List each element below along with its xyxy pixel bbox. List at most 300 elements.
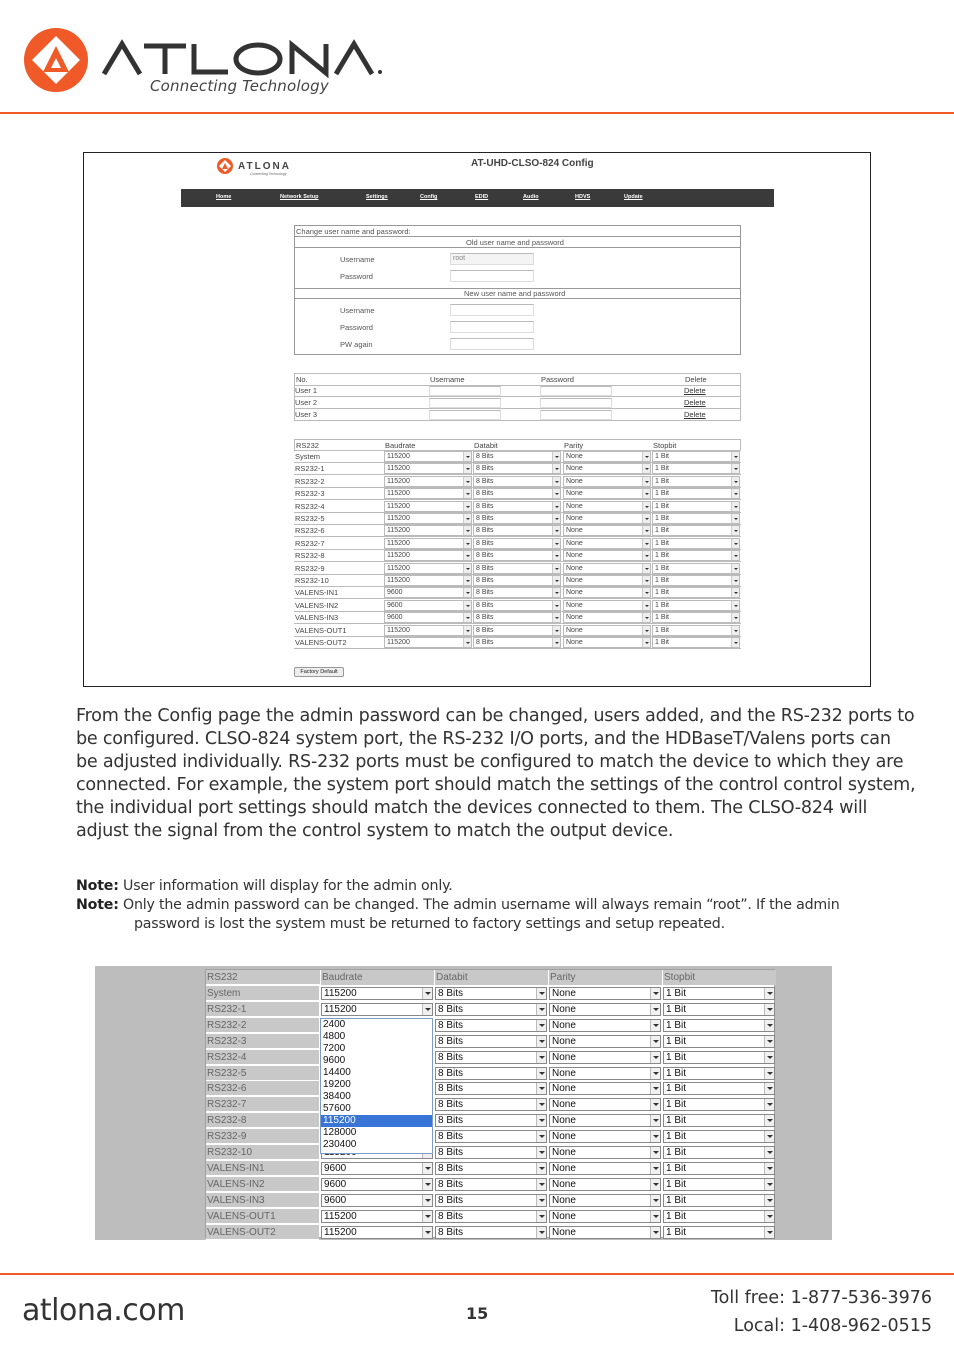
stopbit-value: 1 Bit	[666, 1210, 687, 1222]
databit-select[interactable]	[435, 1067, 547, 1080]
databit-select[interactable]	[435, 1098, 547, 1111]
databit-value: 8 Bits	[438, 1210, 464, 1222]
dropdown-arrow-icon	[463, 526, 471, 535]
baudrate-select[interactable]	[384, 600, 472, 611]
dropdown-arrow-icon	[764, 1131, 774, 1142]
stopbit-select[interactable]	[663, 1035, 775, 1048]
dropdown-arrow-icon	[731, 576, 739, 585]
databit-value: 8 Bits	[438, 1099, 464, 1111]
parity-select[interactable]	[563, 612, 651, 623]
old-password-label: Password	[340, 272, 373, 281]
baudrate-select[interactable]	[321, 1226, 433, 1239]
stopbit-value: 1 Bit	[666, 1147, 687, 1158]
parity-select[interactable]	[549, 1019, 661, 1032]
nav-hdvs[interactable]: HDVS	[575, 194, 591, 200]
dropdown-arrow-icon	[642, 464, 650, 473]
baudrate-option[interactable]: 14400	[323, 1066, 351, 1078]
dropdown-arrow-icon	[642, 613, 650, 622]
baudrate-select[interactable]	[384, 538, 472, 549]
dropdown-arrow-icon	[642, 576, 650, 585]
baudrate-select[interactable]	[384, 501, 472, 512]
databit-value: 8 Bits	[476, 527, 494, 535]
baudrate-option[interactable]: 128000	[323, 1126, 357, 1138]
baudrate-select[interactable]	[321, 1210, 433, 1223]
stopbit-select[interactable]	[652, 550, 740, 561]
serial-large-row	[206, 1018, 776, 1033]
baudrate-select[interactable]	[384, 525, 472, 536]
dropdown-arrow-icon	[764, 1068, 774, 1079]
serial-large-row	[206, 1177, 776, 1192]
stopbit-select[interactable]	[652, 637, 740, 648]
dropdown-arrow-icon	[463, 588, 471, 597]
baudrate-select[interactable]	[321, 987, 433, 1000]
dropdown-arrow-icon	[764, 1163, 774, 1174]
databit-value: 8 Bits	[476, 614, 494, 622]
parity-select[interactable]	[563, 600, 651, 611]
large-hdr-baudrate: Baudrate	[320, 970, 434, 985]
dropdown-arrow-icon	[552, 588, 560, 597]
baudrate-select[interactable]	[384, 488, 472, 499]
parity-select[interactable]	[563, 488, 651, 499]
parity-value: None	[552, 1178, 576, 1190]
dropdown-arrow-icon	[536, 1195, 546, 1206]
parity-select[interactable]	[549, 1210, 661, 1223]
baudrate-option[interactable]: 9600	[323, 1054, 346, 1066]
baudrate-value: 115200	[387, 552, 410, 560]
baudrate-value: 9600	[324, 1178, 347, 1190]
stopbit-value: 1 Bit	[655, 490, 670, 498]
new-username-input[interactable]	[450, 304, 534, 316]
databit-select[interactable]	[473, 525, 561, 536]
dropdown-arrow-icon	[650, 1052, 660, 1063]
nav-update[interactable]: Update	[624, 194, 643, 200]
stopbit-select[interactable]	[663, 1067, 775, 1080]
baudrate-select[interactable]	[384, 587, 472, 598]
dropdown-arrow-icon	[552, 464, 560, 473]
parity-value: None	[566, 477, 583, 485]
dropdown-arrow-icon	[764, 1083, 774, 1094]
baudrate-select[interactable]	[384, 513, 472, 524]
baudrate-option[interactable]: 38400	[323, 1090, 351, 1102]
databit-select[interactable]	[435, 1210, 547, 1223]
databit-select[interactable]	[473, 637, 561, 648]
dropdown-arrow-icon	[422, 1211, 432, 1222]
user-row	[294, 397, 741, 409]
baudrate-option[interactable]: 7200	[323, 1042, 346, 1054]
parity-select[interactable]	[563, 563, 651, 574]
parity-select[interactable]	[549, 1162, 661, 1175]
stopbit-select[interactable]	[663, 1146, 775, 1159]
old-password-input[interactable]	[450, 270, 534, 282]
databit-value: 8 Bits	[476, 465, 494, 473]
stopbit-select[interactable]	[652, 513, 740, 524]
users-header-password: Password	[541, 375, 574, 384]
stopbit-select[interactable]	[652, 625, 740, 636]
serial-large-row	[206, 1225, 776, 1240]
parity-value: None	[566, 589, 583, 597]
stopbit-select[interactable]	[663, 1019, 775, 1032]
parity-select[interactable]	[549, 1178, 661, 1191]
databit-select[interactable]	[435, 1146, 547, 1159]
databit-value: 8 Bits	[438, 1131, 464, 1143]
config-title: AT-UHD-CLSO-824 Config	[471, 158, 594, 169]
databit-select[interactable]	[473, 488, 561, 499]
user-username-input[interactable]	[429, 410, 501, 420]
dropdown-arrow-icon	[642, 564, 650, 573]
parity-value: None	[552, 1162, 576, 1174]
stopbit-value: 1 Bit	[666, 1019, 687, 1031]
stopbit-value: 1 Bit	[666, 1099, 687, 1111]
stopbit-select[interactable]	[652, 600, 740, 611]
baudrate-select[interactable]	[384, 637, 472, 648]
parity-select[interactable]	[563, 575, 651, 586]
nav-edid[interactable]: EDID	[475, 194, 489, 200]
dropdown-arrow-icon	[552, 601, 560, 610]
nav-network-setup[interactable]: Network Setup	[280, 194, 319, 200]
databit-value: 8 Bits	[476, 539, 494, 547]
stopbit-value: 1 Bit	[655, 539, 670, 547]
baudrate-option[interactable]: 115200	[321, 1115, 432, 1127]
old-credentials-heading: Old user name and password	[466, 238, 564, 247]
stopbit-select[interactable]	[663, 1082, 775, 1095]
databit-select[interactable]	[435, 1162, 547, 1175]
stopbit-select[interactable]	[652, 476, 740, 487]
serial-header-row	[294, 439, 741, 451]
databit-select[interactable]	[435, 1226, 547, 1239]
user-label: User 1	[295, 386, 318, 395]
dropdown-arrow-icon	[552, 626, 560, 635]
databit-value: 8 Bits	[438, 1083, 464, 1095]
serial-port-label: VALENS-IN1	[206, 1161, 319, 1176]
serial-port-label: RS232-8	[295, 551, 325, 561]
pw-again-input[interactable]	[450, 338, 534, 350]
dropdown-arrow-icon	[422, 1163, 432, 1174]
databit-value: 8 Bits	[476, 477, 494, 485]
serial-port-label: VALENS-IN1	[295, 588, 339, 598]
serial-port-label: VALENS-OUT2	[295, 638, 347, 647]
dropdown-arrow-icon	[731, 601, 739, 610]
stopbit-value: 1 Bit	[666, 1194, 687, 1206]
baudrate-select[interactable]	[384, 550, 472, 561]
parity-select[interactable]	[563, 451, 651, 462]
serial-port-label: RS232-10	[206, 1145, 319, 1160]
dropdown-arrow-icon	[731, 613, 739, 622]
dropdown-arrow-icon	[764, 1052, 774, 1063]
svg-text:Connecting Technology: Connecting Technology	[250, 172, 287, 176]
baudrate-option[interactable]: 2400	[323, 1018, 346, 1030]
baudrate-value: 115200	[387, 477, 410, 485]
parity-select[interactable]	[549, 1194, 661, 1207]
baudrate-select[interactable]	[384, 563, 472, 574]
baudrate-value: 115200	[387, 564, 410, 572]
parity-select[interactable]	[549, 1146, 661, 1159]
databit-select[interactable]	[435, 1003, 547, 1016]
dropdown-arrow-icon	[536, 1131, 546, 1142]
parity-select[interactable]	[549, 1035, 661, 1048]
stopbit-value: 1 Bit	[666, 1003, 687, 1015]
parity-value: None	[552, 1147, 576, 1158]
stopbit-select[interactable]	[652, 488, 740, 499]
baudrate-value: 9600	[387, 601, 403, 609]
parity-select[interactable]	[563, 476, 651, 487]
serial-port-label: RS232-6	[206, 1081, 319, 1096]
stopbit-value: 1 Bit	[655, 502, 670, 510]
parity-value: None	[566, 515, 583, 522]
user-delete-link[interactable]: Delete	[684, 386, 706, 395]
mini-atlona-logo-icon	[216, 157, 316, 177]
stopbit-select[interactable]	[663, 1162, 775, 1175]
stopbit-select[interactable]	[663, 1130, 775, 1143]
serial-port-label: RS232-5	[206, 1066, 319, 1081]
new-password-input[interactable]	[450, 321, 534, 333]
user-delete-link[interactable]: Delete	[684, 410, 706, 419]
stopbit-select[interactable]	[652, 612, 740, 623]
parity-select[interactable]	[549, 1003, 661, 1016]
databit-value: 8 Bits	[438, 1035, 464, 1047]
serial-port-label: RS232-6	[295, 526, 325, 536]
parity-select[interactable]	[563, 513, 651, 524]
nav-audio[interactable]: Audio	[523, 194, 539, 200]
user-username-input[interactable]	[429, 386, 501, 396]
stopbit-select[interactable]	[663, 1194, 775, 1207]
parity-select[interactable]	[549, 987, 661, 1000]
serial-port-label: RS232-4	[206, 1050, 319, 1065]
hdr-baudrate: Baudrate	[385, 441, 416, 450]
serial-row	[294, 563, 741, 575]
user-password-input[interactable]	[540, 410, 612, 420]
serial-port-label: RS232-3	[206, 1034, 319, 1049]
databit-select[interactable]	[473, 587, 561, 598]
baudrate-select[interactable]	[384, 463, 472, 474]
baudrate-option[interactable]: 230400	[323, 1138, 357, 1150]
serial-large-row	[206, 1126, 776, 1144]
baudrate-value: 115200	[387, 490, 410, 498]
databit-select[interactable]	[473, 563, 561, 574]
parity-value: None	[552, 1051, 576, 1063]
databit-select[interactable]	[435, 1051, 547, 1064]
baudrate-value: 115200	[387, 639, 410, 646]
parity-select[interactable]	[563, 525, 651, 536]
stopbit-select[interactable]	[652, 501, 740, 512]
databit-select[interactable]	[473, 550, 561, 561]
parity-select[interactable]	[563, 625, 651, 636]
parity-select[interactable]	[549, 1114, 661, 1127]
page-number: 15	[466, 1304, 489, 1323]
nav-config[interactable]: Config	[420, 194, 438, 200]
databit-value: 8 Bits	[476, 626, 494, 634]
parity-value: None	[566, 577, 583, 584]
parity-value: None	[566, 552, 583, 560]
note-2-text: Only the admin password can be changed. The admin username will always remain “root”. If the admin	[123, 897, 840, 913]
baudrate-select[interactable]	[321, 1003, 433, 1016]
parity-value: None	[552, 1115, 576, 1127]
baudrate-select[interactable]	[384, 625, 472, 636]
stopbit-select[interactable]	[652, 563, 740, 574]
dropdown-arrow-icon	[764, 1036, 774, 1047]
stopbit-select[interactable]	[663, 1226, 775, 1239]
baudrate-option[interactable]: 57600	[323, 1102, 351, 1114]
parity-select[interactable]	[549, 1051, 661, 1064]
databit-select[interactable]	[473, 600, 561, 611]
user-username-input[interactable]	[429, 398, 501, 408]
dropdown-arrow-icon	[764, 1099, 774, 1110]
parity-select[interactable]	[549, 1098, 661, 1111]
baudrate-dropdown-screenshot	[95, 966, 832, 1240]
parity-select[interactable]	[549, 1067, 661, 1080]
dropdown-arrow-icon	[642, 638, 650, 647]
parity-select[interactable]	[549, 1082, 661, 1095]
serial-port-label: System	[206, 986, 319, 1001]
parity-value: None	[566, 639, 583, 646]
parity-value: None	[552, 1194, 576, 1206]
large-hdr-parity: Parity	[548, 970, 662, 985]
stopbit-select[interactable]	[652, 525, 740, 536]
baudrate-value: 115200	[324, 1003, 357, 1015]
databit-select[interactable]	[473, 476, 561, 487]
serial-row	[294, 575, 741, 587]
baudrate-select[interactable]	[321, 1194, 433, 1207]
old-username-label: Username	[340, 255, 375, 264]
databit-select[interactable]	[435, 1194, 547, 1207]
baudrate-select[interactable]	[384, 575, 472, 586]
dropdown-arrow-icon	[536, 1036, 546, 1047]
databit-select[interactable]	[473, 538, 561, 549]
serial-port-label: RS232-7	[206, 1097, 319, 1112]
dropdown-arrow-icon	[650, 988, 660, 999]
baudrate-dropdown-list[interactable]	[320, 1018, 433, 1154]
serial-port-label: RS232-10	[295, 576, 329, 585]
databit-value: 8 Bits	[438, 1067, 464, 1079]
baudrate-select[interactable]	[321, 1162, 433, 1175]
account-settings-box	[294, 225, 741, 355]
serial-port-label: System	[295, 452, 321, 461]
parity-select[interactable]	[563, 538, 651, 549]
parity-value: None	[552, 1035, 576, 1047]
serial-port-label: VALENS-IN2	[295, 600, 339, 610]
stopbit-value: 1 Bit	[655, 639, 670, 646]
baudrate-value: 115200	[387, 539, 410, 547]
old-username-input[interactable]: root	[450, 253, 534, 265]
stopbit-select[interactable]	[652, 587, 740, 598]
atlona-logo-icon	[22, 26, 90, 94]
serial-row	[294, 501, 741, 513]
stopbit-select[interactable]	[663, 1051, 775, 1064]
nav-home[interactable]: Home	[216, 194, 232, 200]
parity-value: None	[552, 1099, 576, 1111]
serial-port-label: VALENS-IN3	[206, 1193, 319, 1208]
databit-select[interactable]	[473, 612, 561, 623]
parity-select[interactable]	[549, 1130, 661, 1143]
stopbit-value: 1 Bit	[666, 988, 687, 999]
databit-value: 8 Bits	[438, 1051, 464, 1063]
databit-select[interactable]	[435, 1035, 547, 1048]
parity-value: None	[552, 1019, 576, 1031]
factory-default-button[interactable]: Factory Default	[294, 667, 344, 677]
stopbit-value: 1 Bit	[666, 1178, 687, 1190]
dropdown-arrow-icon	[764, 1147, 774, 1158]
stopbit-value: 1 Bit	[666, 1083, 687, 1095]
dropdown-arrow-icon	[463, 477, 471, 486]
parity-select[interactable]	[549, 1226, 661, 1239]
hdr-parity: Parity	[564, 441, 584, 450]
databit-select[interactable]	[473, 513, 561, 524]
large-hdr-rs232: RS232	[206, 970, 320, 985]
databit-select[interactable]	[435, 1082, 547, 1095]
databit-select[interactable]	[473, 625, 561, 636]
baudrate-value: 115200	[387, 577, 410, 584]
baudrate-option[interactable]: 19200	[323, 1078, 351, 1090]
stopbit-value: 1 Bit	[655, 614, 670, 622]
parity-select[interactable]	[563, 463, 651, 474]
stopbit-select[interactable]	[652, 538, 740, 549]
parity-value: None	[552, 988, 576, 999]
stopbit-select[interactable]	[652, 451, 740, 462]
dropdown-arrow-icon	[650, 1083, 660, 1094]
databit-select[interactable]	[435, 1114, 547, 1127]
user-password-input[interactable]	[540, 398, 612, 408]
baudrate-select[interactable]	[384, 476, 472, 487]
stopbit-select[interactable]	[652, 463, 740, 474]
databit-select[interactable]	[435, 1019, 547, 1032]
baudrate-select[interactable]	[384, 451, 472, 462]
databit-select[interactable]	[473, 451, 561, 462]
databit-select[interactable]	[473, 501, 561, 512]
dropdown-arrow-icon	[642, 452, 650, 461]
baudrate-option[interactable]: 4800	[323, 1030, 346, 1042]
parity-select[interactable]	[563, 637, 651, 648]
dropdown-arrow-icon	[764, 1115, 774, 1126]
databit-value: 8 Bits	[476, 515, 494, 522]
serial-port-label: RS232-3	[295, 489, 325, 499]
baudrate-select[interactable]	[384, 612, 472, 623]
stopbit-select[interactable]	[663, 1178, 775, 1191]
parity-select[interactable]	[563, 501, 651, 512]
baudrate-value: 115200	[387, 465, 410, 473]
databit-select[interactable]	[435, 1130, 547, 1143]
user-row-line	[294, 409, 741, 421]
dropdown-arrow-icon	[463, 502, 471, 511]
dropdown-arrow-icon	[463, 601, 471, 610]
parity-select[interactable]	[563, 550, 651, 561]
parity-select[interactable]	[563, 587, 651, 598]
databit-select[interactable]	[435, 1178, 547, 1191]
stopbit-select[interactable]	[663, 1114, 775, 1127]
serial-row	[294, 463, 741, 475]
user-label: User 2	[295, 398, 318, 407]
stopbit-select[interactable]	[663, 1210, 775, 1223]
databit-select[interactable]	[473, 575, 561, 586]
stopbit-select[interactable]	[663, 1098, 775, 1111]
user-password-input[interactable]	[540, 386, 612, 396]
dropdown-arrow-icon	[731, 514, 739, 523]
dropdown-arrow-icon	[536, 1147, 546, 1158]
note-2-continued: password is lost the system must be returned to factory settings and setup repeated.	[134, 916, 725, 932]
dropdown-arrow-icon	[552, 489, 560, 498]
nav-settings[interactable]: Settings	[366, 194, 388, 200]
dropdown-arrow-icon	[731, 638, 739, 647]
hdr-rs232: RS232	[296, 441, 319, 450]
stopbit-value: 1 Bit	[655, 477, 670, 485]
stopbit-select[interactable]	[663, 987, 775, 1000]
stopbit-select[interactable]	[652, 575, 740, 586]
user-delete-link[interactable]: Delete	[684, 398, 706, 407]
serial-port-label: RS232-9	[295, 563, 325, 573]
databit-select[interactable]	[435, 987, 547, 1000]
stopbit-select[interactable]	[663, 1003, 775, 1016]
databit-value: 8 Bits	[438, 1226, 464, 1238]
baudrate-select[interactable]	[321, 1178, 433, 1191]
databit-select[interactable]	[473, 463, 561, 474]
